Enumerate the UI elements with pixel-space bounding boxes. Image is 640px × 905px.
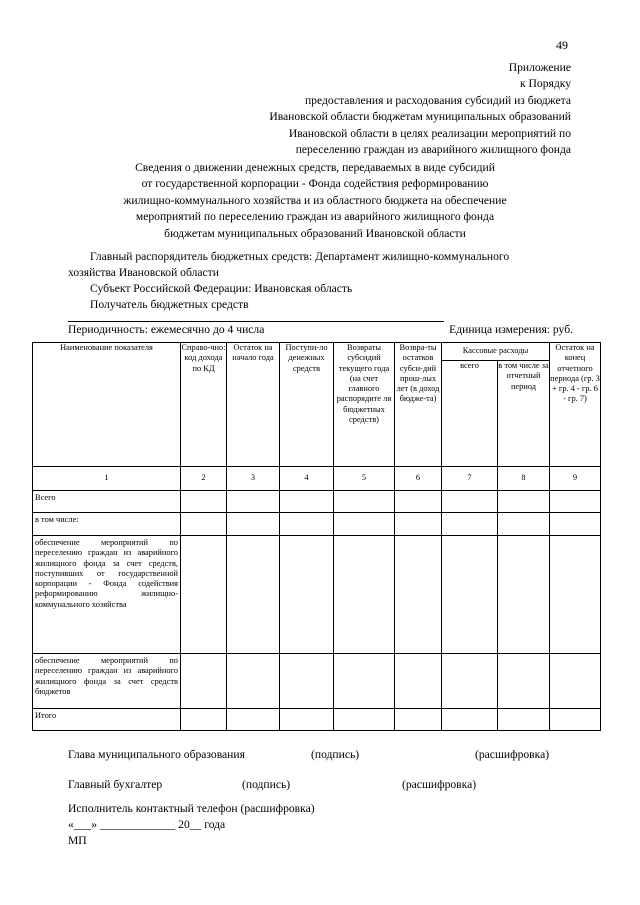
appendix-line: переселению граждан из аварийного жилищного фонда: [295, 143, 571, 157]
report-table: [32, 342, 601, 731]
appendix-line: Ивановской области в целях реализации мероприятий по: [288, 126, 571, 140]
head-label: Глава муниципального образования: [68, 748, 245, 761]
header-indicator: Наименование показателя: [33, 343, 181, 467]
head-decode-label: (расшифровка): [475, 748, 550, 761]
header-returns-previous: Возвра-ты остатков субси-дий прош-лых лет (в доход бюдже-та): [395, 343, 442, 467]
header-received: Поступи-ло денежных средств: [280, 343, 334, 467]
appendix-header: [191, 60, 571, 158]
column-number: 1: [33, 467, 181, 491]
column-number: 2: [181, 467, 227, 491]
column-number: 7: [442, 467, 498, 491]
manager-line-continued: хозяйства Ивановской области: [68, 266, 219, 279]
table-row: [33, 536, 601, 654]
accountant-decode-label: (расшифровка): [402, 778, 477, 791]
recipient-line: Получатель бюджетных средств: [90, 298, 249, 311]
head-sign-label: (подпись): [311, 748, 360, 761]
row-label: Всего: [33, 491, 181, 513]
header-kd-code: Справо-чно: код дохода по КД: [181, 343, 227, 467]
title-line: Сведения о движении денежных средств, передаваемых в виде субсидий: [135, 161, 495, 174]
appendix-line: Ивановской области бюджетам муниципальных образований: [269, 110, 571, 124]
row-label: в том числе:: [33, 513, 181, 536]
column-number: 8: [498, 467, 550, 491]
header-start-balance: Остаток на начало года: [227, 343, 280, 467]
appendix-line: предоставления и расходования субсидий из бюджета: [304, 93, 571, 107]
manager-line: Главный распорядитель бюджетных средств: Департамент жилищно-коммунального: [90, 250, 510, 263]
title-line: мероприятий по переселению граждан из аварийного жилищного фонда: [135, 210, 495, 224]
info-block: [68, 249, 573, 322]
row-label: обеспечение мероприятий по переселению граждан из аварийного жилищного фонда за счет средств, поступивших от государственной корпорации - Фонда содействия реформированию жилищно-коммунального хозяйства: [33, 536, 181, 654]
table-row: [33, 709, 601, 731]
table-row: [33, 491, 601, 513]
column-number: 3: [227, 467, 280, 491]
column-number: 6: [395, 467, 442, 491]
column-number: 4: [280, 467, 334, 491]
table-row: [33, 513, 601, 536]
accountant-sign-label: (подпись): [242, 778, 291, 791]
appendix-line: Приложение: [508, 61, 571, 74]
header-cash-expenses: Кассовые расходы: [442, 343, 550, 361]
document-title: [80, 160, 550, 242]
header-end-balance: Остаток на конец отчетного периода (гр. 3 + гр. 4 - гр. 6 - гр. 7): [550, 343, 601, 467]
executor-label: Исполнитель контактный телефон (расшифровка): [68, 802, 315, 815]
row-label: обеспечение мероприятий по переселению граждан из аварийного жилищного фонда за счет средств бюджетов: [33, 654, 181, 709]
header-returns-current: Возвраты субсидий текущего года (на счет главного распорядите ля бюджетных средств): [334, 343, 395, 467]
date-line: «___» _____________ 20__ года: [68, 818, 226, 831]
appendix-line: к Порядку: [520, 77, 571, 91]
unit-label: Единица измерения: руб.: [449, 323, 573, 336]
title-line: от государственной корпорации - Фонда содействия реформированию: [141, 177, 489, 191]
header-cash-period: в том числе за отчетный период: [498, 361, 550, 467]
column-number: 5: [334, 467, 395, 491]
accountant-label: Главный бухгалтер: [68, 778, 163, 791]
periodicity-label: Периодичность: ежемесячно до 4 числа: [68, 323, 265, 336]
row-label: Итого: [33, 709, 181, 731]
page-number: 49: [556, 38, 568, 52]
subject-line: Субъект Российской Федерации: Ивановская область: [90, 282, 353, 295]
title-line: бюджетам муниципальных образований Ивановской области: [164, 226, 466, 240]
title-line: жилищно-коммунального хозяйства и из областного бюджета на обеспечение: [123, 193, 507, 207]
recipient-underline: [68, 313, 444, 322]
table-row: [33, 654, 601, 709]
stamp-label: МП: [68, 834, 87, 847]
header-cash-total: всего: [442, 361, 498, 467]
column-number: 9: [550, 467, 601, 491]
period-row: [68, 323, 573, 336]
